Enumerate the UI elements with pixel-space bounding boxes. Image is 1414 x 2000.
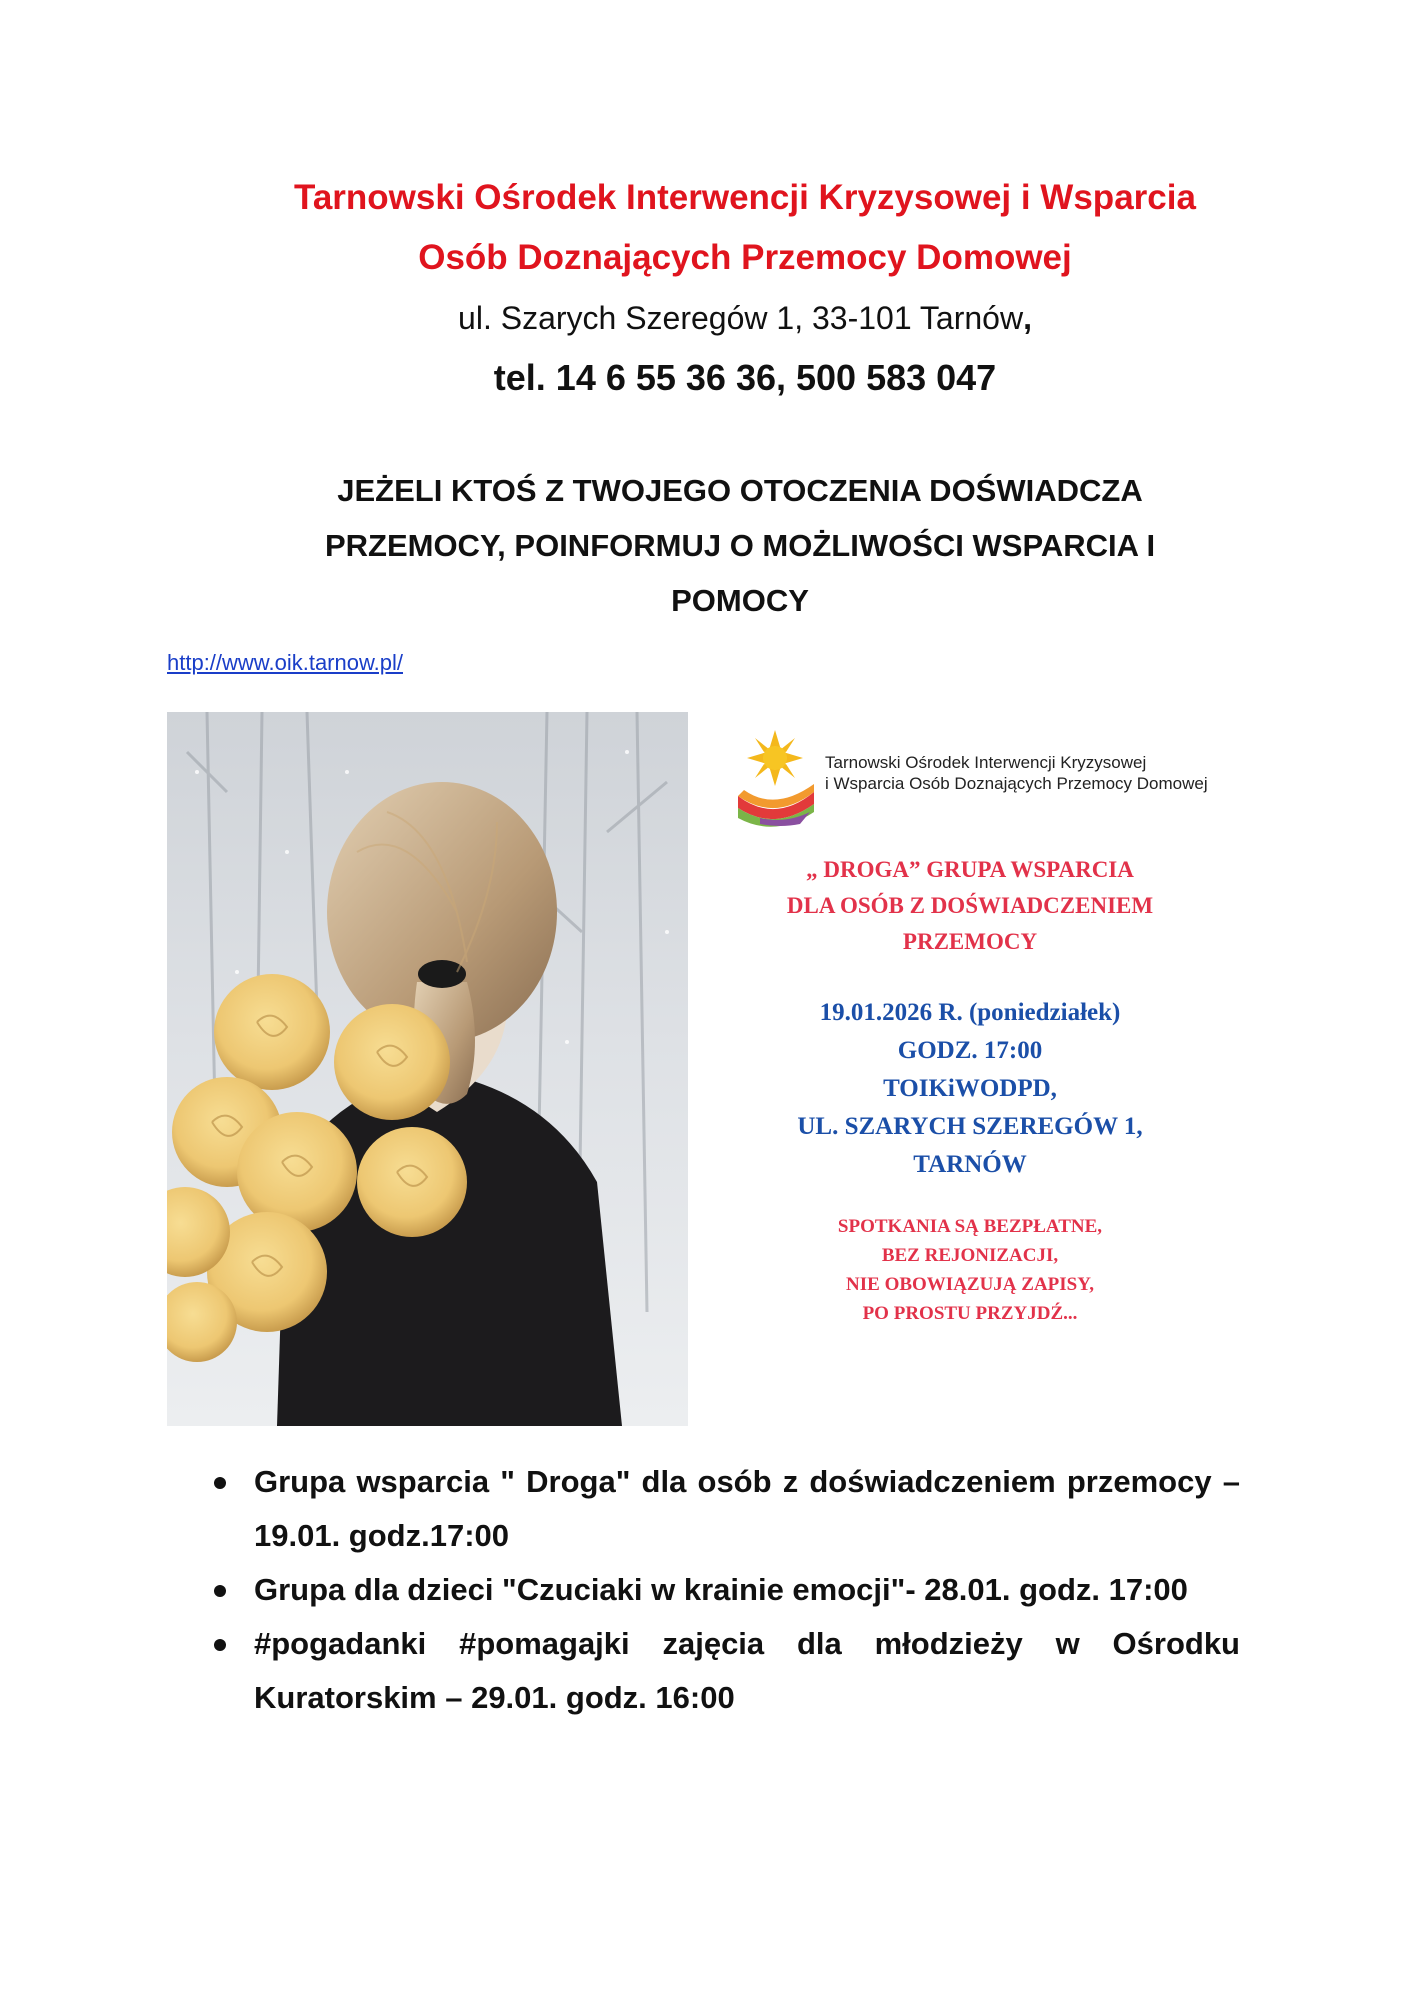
flyer-org-line-2: i Wsparcia Osób Doznających Przemocy Domowej <box>825 774 1208 793</box>
flyer-title-line-2: DLA OSÓB Z DOŚWIADCZENIEM <box>786 893 1154 918</box>
appeal-line-3: POMOCY <box>671 583 809 618</box>
flyer-note <box>700 1212 1240 1328</box>
event-flyer <box>700 712 1240 1372</box>
flyer-note-line-3: NIE OBOWIĄZUJĄ ZAPISY, <box>846 1274 1094 1295</box>
org-name-line-1: Tarnowski Ośrodek Interwencji Kryzysowej i Wsparcia <box>294 178 1196 217</box>
flyer-note-line-1: SPOTKANIA SĄ BEZPŁATNE, <box>837 1216 1103 1237</box>
bullet-dot-icon <box>214 1639 226 1651</box>
org-name-line-2: Osób Doznających Przemocy Domowej <box>418 238 1072 277</box>
flyer-venue: TOIKiWODPD, <box>883 1075 1057 1102</box>
flyer-title-line-1: „ DROGA” GRUPA WSPARCIA <box>806 857 1134 882</box>
flyer-street: UL. SZARYCH SZEREGÓW 1, <box>797 1113 1143 1140</box>
flyer-org-name <box>825 752 1245 794</box>
events-list <box>200 1455 1240 1725</box>
address <box>170 288 1320 348</box>
sun-rainbow-logo-icon <box>730 728 820 828</box>
flyer-details <box>700 994 1240 1184</box>
flyer-org-line-1: Tarnowski Ośrodek Interwencji Kryzysowej <box>825 753 1147 772</box>
flyer-city: TARNÓW <box>913 1151 1027 1178</box>
list-item <box>200 1455 1240 1563</box>
list-item <box>200 1563 1240 1617</box>
bullet-dot-icon <box>214 1585 226 1597</box>
event-text: #pogadanki #pomagajki zajęcia dla młodzieży w Ośrodku Kuratorskim – 29.01. godz. 16:00 <box>254 1626 1240 1715</box>
header <box>170 168 1320 408</box>
flyer-title-line-3: PRZEMOCY <box>902 929 1038 954</box>
appeal-line-1: JEŻELI KTOŚ Z TWOJEGO OTOCZENIA DOŚWIADCZA <box>337 473 1143 508</box>
flyer-note-line-4: PO PROSTU PRZYJDŹ... <box>862 1303 1078 1324</box>
event-text: Grupa wsparcia " Droga" dla osób z doświadczeniem przemocy – 19.01. godz.17:00 <box>254 1464 1240 1553</box>
list-item <box>200 1617 1240 1725</box>
flyer-title <box>700 852 1240 960</box>
flyer-date: 19.01.2026 R. (poniedziałek) <box>819 999 1121 1026</box>
event-text: Grupa dla dzieci "Czuciaki w krainie emocji"- 28.01. godz. 17:00 <box>254 1572 1188 1607</box>
phone-numbers: tel. 14 6 55 36 36, 500 583 047 <box>493 357 997 398</box>
flyer-note-line-2: BEZ REJONIZACJI, <box>881 1245 1059 1266</box>
address-text: ul. Szarych Szeregów 1, 33-101 Tarnów <box>458 300 1024 336</box>
address-comma: , <box>1023 300 1032 336</box>
appeal-text <box>250 463 1230 628</box>
bullet-dot-icon <box>214 1477 226 1489</box>
photo-woman-with-roses <box>167 712 688 1426</box>
flyer-time: GODZ. 17:00 <box>897 1037 1043 1064</box>
appeal-line-2: PRZEMOCY, POINFORMUJ O MOŻLIWOŚCI WSPARCIA I <box>324 528 1156 563</box>
website-link[interactable]: http://www.oik.tarnow.pl/ <box>167 650 403 675</box>
